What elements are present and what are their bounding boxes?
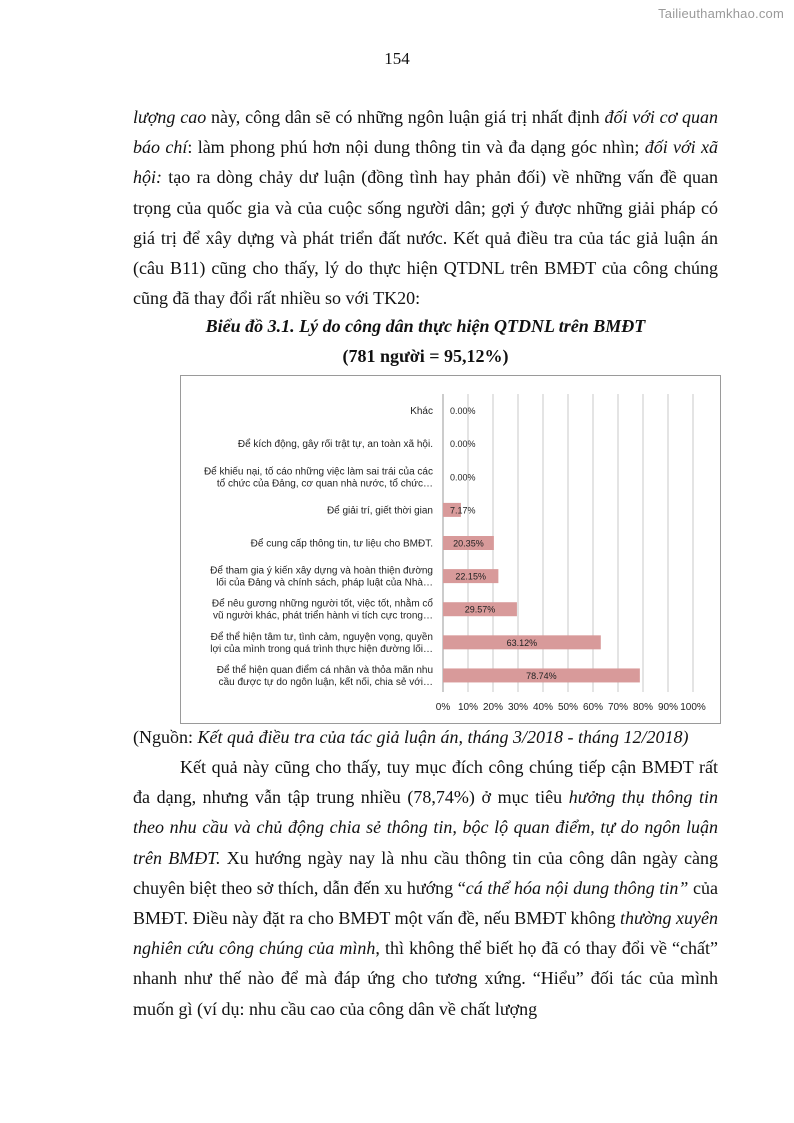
category-label — [410, 406, 433, 417]
paragraph-1 — [133, 102, 718, 313]
source-prefix: (Nguồn: — [133, 727, 198, 747]
data-label: 7.17% — [450, 505, 476, 516]
italic-run-5: thường xuyên nghiên cứu công chúng của mình — [133, 908, 718, 959]
x-tick-label: 50% — [557, 702, 579, 713]
category-label-line: Để tham gia ý kiến xây dựng và hoàn thiện đường — [210, 565, 433, 577]
bar-chart — [180, 375, 721, 724]
x-tick-label: 40% — [532, 702, 554, 713]
data-label: 63.12% — [506, 637, 538, 648]
x-tick-label: 0% — [435, 702, 451, 713]
category-label — [327, 504, 433, 516]
watermark: Tailieuthamkhao.com — [658, 6, 784, 21]
data-label: 78.74% — [526, 670, 557, 681]
text-run-3: : làm phong phú hơn nội dung thông tin và đa dạng góc nhìn; — [187, 137, 645, 158]
italic-run-4: đối với xã hội: — [133, 137, 718, 188]
x-tick-label: 60% — [582, 702, 604, 713]
category-label — [210, 631, 433, 655]
x-tick-label: 100% — [680, 702, 706, 713]
italic-run-0: lượng cao — [133, 107, 207, 127]
text-run-4: của BMĐT. Điều này đặt ra cho BMĐT một vấn đề, nếu BMĐT không — [133, 877, 718, 929]
bar-chart-svg — [181, 376, 720, 723]
data-label: 22.15% — [455, 571, 486, 582]
category-label — [217, 664, 433, 688]
category-label — [238, 438, 433, 450]
category-label-line: Khác — [410, 406, 433, 418]
category-label-line: Để thể hiện quan điểm cá nhân và thỏa mãn nhu — [216, 664, 433, 676]
x-tick-label: 90% — [657, 702, 679, 713]
x-tick-label: 10% — [457, 702, 479, 713]
paragraph-2 — [133, 752, 718, 1024]
text-run-5: tạo ra dòng chảy dư luận (đồng tình hay phản đối) về những vấn đề quan trọng của quốc gia và của cuộc sống người dân; gợi ý được những giải pháp có giá trị để xây dựng và phát triển đất nước. Kết quả điều tra của tác giả luận án (câu B11) cũng cho thấy, lý do thực hiện QTDNL trên BMĐT của công chúng cũng đã thay đổi rất nhiều so với TK20: — [133, 167, 718, 309]
text-run-6: , thì không thể biết họ đã có thay đổi về “chất” nhanh như thế nào để mà đáp ứng cho tương xứng. “Hiểu” đối tác của mình muốn gì (ví dụ: nhu cầu cao của công dân về chất lượng — [133, 938, 719, 1019]
data-label: 0.00% — [450, 406, 476, 417]
text-run-1: này, công dân sẽ có những ngôn luận giá trị nhất định — [206, 107, 605, 127]
category-label — [210, 565, 433, 589]
chart-caption-subtitle: (781 người = 95,12%) — [342, 346, 509, 366]
chart-caption-title: Biểu đồ 3.1. Lý do công dân thực hiện QTDNL trên BMĐT — [205, 316, 646, 336]
data-label: 0.00% — [450, 472, 476, 483]
text-run-0: Kết quả này cũng cho thấy, tuy mục đích công chúng tiếp cận BMĐT rất đa dạng, nhưng vẫn tập trung nhiều (78,74%) ở mục tiêu — [133, 757, 718, 808]
category-label-line: Để kích động, gây rối trật tự, an toàn xã hội. — [237, 439, 433, 451]
category-label — [251, 538, 433, 550]
category-label-line: lợi của mình trong quá trình thực hiện đường lối… — [210, 643, 433, 655]
category-label — [212, 597, 434, 622]
category-label-line: Để giải trí, giết thời gian — [326, 505, 433, 517]
italic-run-1: hưởng thụ thông tin theo nhu cầu và chủ động chia sẻ thông tin, bộc lộ quan điểm, tự do ngôn luận trên BMĐT. — [133, 787, 718, 868]
italic-run-2: đối với cơ quan báo chí — [133, 107, 718, 158]
category-label-line: Để nêu gương những người tốt, việc tốt, nhằm cổ — [211, 598, 433, 610]
data-label: 20.35% — [453, 538, 484, 549]
category-label-line: tổ chức của Đảng, cơ quan nhà nước, tổ chức… — [216, 478, 433, 490]
category-label-line: cầu được tự do ngôn luận, kết nối, chia sẻ với… — [218, 676, 433, 688]
data-label: 29.57% — [464, 604, 496, 615]
italic-run-3: cá thể hóa nội dung thông tin” — [465, 877, 689, 898]
x-tick-label: 30% — [507, 702, 529, 713]
category-label — [204, 465, 433, 489]
source-text: Kết quả điều tra của tác giả luận án, tháng 3/2018 - tháng 12/2018) — [197, 727, 689, 747]
category-label-line: lối của Đảng và chính sách, pháp luật của Nhà… — [216, 577, 433, 589]
chart-source — [133, 724, 688, 750]
text-run-2: Xu hướng ngày nay là nhu cầu thông tin của công dân ngày càng chuyên biệt theo sở thích, dẫn đến xu hướng “ — [133, 847, 718, 898]
category-label-line: Để khiếu nại, tố cáo những việc làm sai trái của các — [203, 466, 433, 478]
x-tick-label: 80% — [632, 702, 654, 713]
page-number: 154 — [384, 49, 410, 68]
category-label-line: Để thể hiện tâm tư, tình cảm, nguyện vọng, quyền — [210, 631, 433, 643]
category-label-line: Để cung cấp thông tin, tư liệu cho BMĐT. — [250, 538, 433, 550]
data-label: 0.00% — [450, 439, 476, 450]
x-tick-label: 70% — [607, 702, 629, 713]
x-tick-label: 20% — [482, 702, 504, 713]
category-label-line: vũ người khác, phát triển hành vi tích cực trong… — [212, 610, 433, 622]
